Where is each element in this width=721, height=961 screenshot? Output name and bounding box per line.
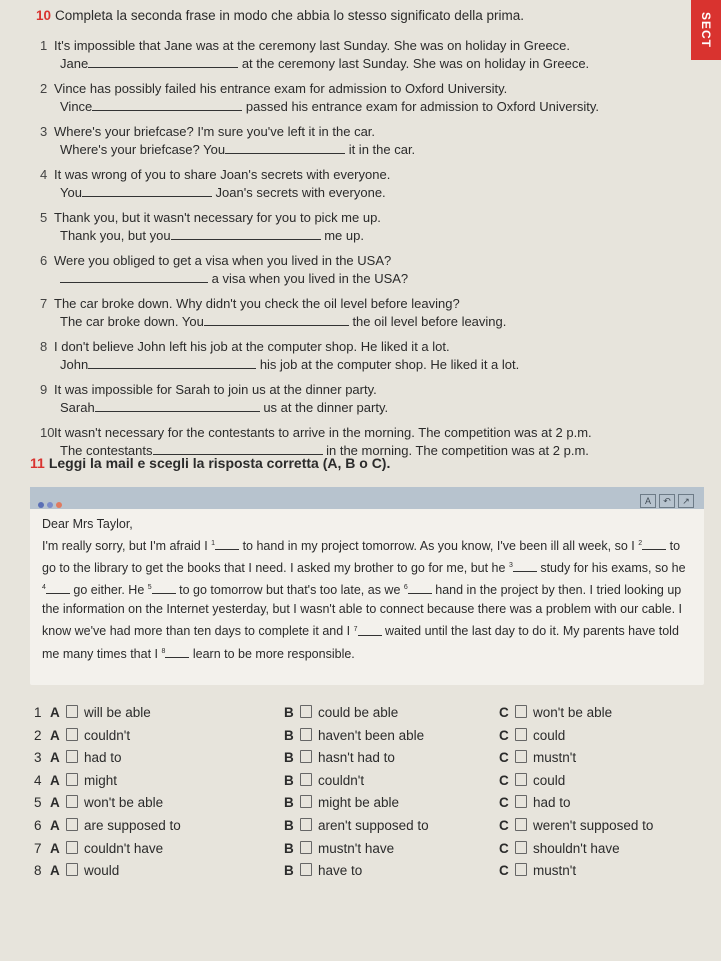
gap-number: 3 (508, 562, 513, 570)
option-row-1 (34, 705, 714, 727)
answer-blank[interactable] (204, 315, 349, 326)
option-letter: C (499, 795, 509, 811)
answer-blank[interactable] (95, 401, 260, 412)
option-7-c[interactable] (499, 841, 620, 856)
answer-line-4 (60, 185, 386, 201)
answer-suffix: his job at the computer shop. He liked it a lot. (256, 357, 520, 372)
option-1-c[interactable] (499, 705, 612, 720)
option-1-b[interactable] (284, 705, 398, 720)
option-text: shouldn't have (533, 840, 620, 856)
checkbox[interactable] (515, 818, 527, 831)
answer-suffix: in the morning. The competition was at 2 p.m. (322, 443, 589, 458)
question-5 (40, 210, 381, 226)
option-text: have to (318, 863, 363, 879)
option-letter: C (499, 772, 509, 788)
gap-blank[interactable] (642, 539, 666, 550)
question-number: 4 (40, 167, 48, 182)
checkbox[interactable] (515, 705, 527, 718)
email-body (30, 509, 704, 670)
checkbox[interactable] (300, 795, 312, 808)
question-10 (40, 425, 592, 441)
option-text: couldn't have (84, 840, 164, 856)
email-text (42, 534, 692, 664)
undo-icon[interactable]: ↶ (659, 494, 675, 508)
gap-5[interactable] (148, 583, 176, 597)
checkbox[interactable] (515, 750, 527, 763)
option-row-number: 2 (34, 727, 42, 743)
option-8-a[interactable] (50, 863, 119, 878)
option-letter: A (50, 727, 60, 743)
option-text: could (533, 772, 566, 788)
answer-blank[interactable] (171, 229, 321, 240)
option-row-8 (34, 863, 714, 885)
gap-7[interactable] (354, 625, 382, 639)
exercise-10-title (36, 8, 524, 23)
gap-8[interactable] (161, 647, 189, 661)
question-6 (40, 253, 391, 269)
option-letter: A (50, 818, 60, 833)
answer-line-3 (60, 142, 415, 158)
gap-blank[interactable] (358, 625, 382, 636)
gap-blank[interactable] (215, 539, 239, 550)
option-text: might be able (318, 795, 400, 811)
option-text: won't be able (533, 705, 613, 720)
gap-number: 2 (638, 540, 643, 547)
checkbox[interactable] (66, 863, 78, 876)
option-3-c[interactable] (499, 750, 576, 765)
answer-suffix: it in the car. (345, 142, 416, 157)
option-7-b[interactable] (284, 841, 394, 856)
option-letter: C (499, 818, 509, 833)
answer-line-9 (60, 400, 388, 416)
option-row-number: 8 (34, 863, 42, 879)
answer-suffix: us at the dinner party. (259, 400, 389, 415)
section-tab: SECT (691, 0, 721, 60)
answer-blank[interactable] (153, 444, 323, 455)
option-row-number: 5 (34, 795, 42, 811)
option-5-b[interactable] (284, 795, 399, 810)
email-segment: go either. He (73, 583, 148, 598)
checkbox[interactable] (66, 750, 78, 763)
option-text: could be able (318, 705, 399, 720)
option-row-number: 3 (34, 750, 42, 766)
font-icon[interactable]: A (640, 494, 656, 508)
option-row-3 (34, 750, 714, 772)
exercise-10-number: 10 (36, 8, 52, 23)
email-segment: I'm really sorry, but I'm afraid I (42, 539, 212, 554)
gap-2[interactable] (638, 539, 666, 553)
checkbox[interactable] (66, 818, 78, 831)
option-letter: B (284, 795, 294, 811)
option-6-c[interactable] (499, 818, 653, 833)
answer-suffix: the oil level before leaving. (348, 314, 507, 329)
question-text: Where's your briefcase? I'm sure you've left it in the car. (54, 124, 376, 139)
answer-prefix: Vince (60, 99, 93, 114)
question-number: 7 (40, 296, 48, 311)
option-row-number: 1 (34, 705, 42, 720)
option-letter: B (284, 840, 294, 856)
gap-number: 8 (161, 647, 166, 655)
answer-suffix: passed his entrance exam for admission to Oxford University. (242, 99, 599, 114)
answer-prefix: John (60, 357, 89, 372)
gap-number: 1 (211, 540, 216, 547)
option-6-b[interactable] (284, 818, 429, 833)
answer-prefix: Thank you, but you (60, 228, 171, 243)
checkbox[interactable] (300, 773, 312, 786)
exercise-11-instruction: Leggi la mail e scegli la risposta corretta (A, B o C). (48, 455, 391, 471)
option-letter: C (499, 727, 509, 743)
checkbox[interactable] (300, 750, 312, 763)
option-text: mustn't (533, 750, 577, 766)
answer-blank[interactable] (60, 272, 208, 283)
question-text: It was impossible for Sarah to join us at the dinner party. (54, 382, 377, 397)
option-text: won't be able (84, 795, 164, 811)
gap-number: 6 (403, 584, 408, 592)
checkbox[interactable] (300, 728, 312, 741)
question-1 (40, 38, 570, 54)
window-dot-2 (47, 502, 53, 508)
checkbox[interactable] (300, 841, 312, 854)
option-8-c[interactable] (499, 863, 576, 878)
question-number: 5 (40, 210, 48, 225)
option-row-7 (34, 841, 714, 863)
answer-line-2 (60, 99, 599, 115)
question-number: 2 (40, 81, 48, 96)
option-letter: C (499, 705, 509, 720)
answer-line-5 (60, 228, 364, 244)
answer-line-6 (60, 271, 408, 287)
window-dot-1 (38, 502, 44, 508)
answer-blank[interactable] (82, 186, 212, 197)
gap-4[interactable] (42, 583, 70, 597)
gap-blank[interactable] (408, 583, 432, 594)
question-text: It was wrong of you to share Joan's secrets with everyone. (54, 167, 391, 182)
option-text: had to (533, 795, 571, 811)
gap-number: 7 (353, 625, 358, 633)
email-segment: to hand in my project tomorrow. As you know, I've been ill all week, so I (242, 539, 639, 554)
option-4-c[interactable] (499, 773, 565, 788)
option-2-b[interactable] (284, 728, 424, 743)
option-row-number: 4 (34, 772, 42, 788)
checkbox[interactable] (300, 818, 312, 831)
option-letter: A (50, 840, 60, 856)
question-number: 1 (40, 38, 48, 53)
option-letter: C (499, 840, 509, 856)
option-2-c[interactable] (499, 728, 565, 743)
exercise-11-number: 11 (30, 455, 45, 471)
answer-blank[interactable] (88, 358, 256, 369)
option-4-b[interactable] (284, 773, 364, 788)
option-text: had to (84, 750, 122, 766)
email-greeting: Dear Mrs Taylor, (42, 517, 133, 531)
option-text: hasn't had to (318, 750, 395, 766)
email-window (30, 487, 704, 685)
gap-6[interactable] (404, 583, 432, 597)
question-text: It's impossible that Jane was at the ceremony last Sunday. She was on holiday in Greece. (54, 38, 571, 53)
email-segment: hand in the project by then. I tried looking up the information on the Internet yesterday, but I wasn't able to connect because there was a problem with our cable. I know we've had more than ten days to complete it and I (42, 583, 683, 639)
option-row-number: 7 (34, 840, 42, 856)
answer-prefix: Where's your briefcase? You (60, 142, 226, 157)
option-row-5 (34, 795, 714, 817)
option-letter: C (499, 750, 509, 766)
option-text: couldn't (84, 727, 131, 743)
question-number: 8 (40, 339, 48, 354)
checkbox[interactable] (66, 841, 78, 854)
email-segment: study for his exams, so he (540, 561, 686, 576)
option-text: aren't supposed to (318, 818, 429, 833)
option-letter: B (284, 863, 294, 879)
option-5-a[interactable] (50, 795, 163, 810)
gap-blank[interactable] (165, 647, 189, 658)
answer-blank[interactable] (225, 143, 345, 154)
gap-3[interactable] (509, 561, 537, 575)
option-letter: B (284, 772, 294, 788)
gap-number: 5 (147, 584, 152, 592)
email-segment: to go tomorrow but that's too late, as we (179, 583, 404, 598)
email-segment: waited until the last day to do it. My parents have told me many times that I (42, 624, 679, 661)
question-text: Were you obliged to get a visa when you lived in the USA? (54, 253, 392, 268)
answer-suffix: a visa when you lived in the USA? (208, 271, 409, 286)
question-4 (40, 167, 390, 183)
question-text: It wasn't necessary for the contestants to arrive in the morning. The competition was at 2 p.m. (54, 425, 592, 440)
checkbox[interactable] (515, 773, 527, 786)
option-text: are supposed to (84, 818, 181, 833)
option-text: couldn't (318, 772, 365, 788)
option-3-a[interactable] (50, 750, 122, 765)
question-number: 10 (40, 425, 55, 440)
option-text: might (84, 772, 118, 788)
option-text: will be able (84, 705, 151, 720)
email-toolbar (30, 487, 704, 509)
option-5-c[interactable] (499, 795, 571, 810)
option-letter: A (50, 750, 60, 766)
question-number: 9 (40, 382, 48, 397)
checkbox[interactable] (300, 863, 312, 876)
option-text: mustn't have (318, 840, 395, 856)
answer-blank[interactable] (88, 57, 238, 68)
option-letter: A (50, 772, 60, 788)
checkbox[interactable] (515, 841, 527, 854)
option-text: haven't been able (318, 727, 425, 743)
option-row-4 (34, 773, 714, 795)
option-3-b[interactable] (284, 750, 395, 765)
gap-1[interactable] (211, 539, 239, 553)
option-row-6 (34, 818, 714, 840)
question-text: I don't believe John left his job at the computer shop. He liked it a lot. (54, 339, 450, 354)
exercise-11-title (30, 455, 390, 471)
checkbox[interactable] (66, 728, 78, 741)
answer-blank[interactable] (92, 100, 242, 111)
answer-prefix: Jane (60, 56, 89, 71)
gap-blank[interactable] (152, 583, 176, 594)
option-text: weren't supposed to (533, 818, 654, 833)
email-tools (637, 491, 694, 509)
gap-number: 4 (42, 584, 46, 592)
option-row-number: 6 (34, 818, 42, 833)
redo-icon[interactable]: ↗ (678, 494, 694, 508)
checkbox[interactable] (300, 705, 312, 718)
option-1-a[interactable] (50, 705, 151, 720)
checkbox[interactable] (515, 728, 527, 741)
option-text: could (533, 727, 566, 743)
option-letter: B (284, 727, 294, 743)
option-text: mustn't (533, 863, 577, 879)
option-letter: A (50, 795, 60, 811)
answer-line-7 (60, 314, 506, 330)
answer-suffix: me up. (320, 228, 364, 243)
option-8-b[interactable] (284, 863, 362, 878)
answer-prefix: Sarah (60, 400, 95, 415)
option-text: would (84, 863, 120, 879)
answer-prefix: The car broke down. You (60, 314, 204, 329)
exercise-10-instruction: Completa la seconda frase in modo che abbia lo stesso significato della prima. (55, 8, 525, 23)
question-9 (40, 382, 377, 398)
option-letter: A (50, 705, 60, 720)
gap-blank[interactable] (46, 583, 70, 594)
question-2 (40, 81, 507, 97)
answer-suffix: Joan's secrets with everyone. (211, 185, 386, 200)
answer-prefix: You (60, 185, 82, 200)
checkbox[interactable] (515, 863, 527, 876)
checkbox[interactable] (515, 795, 527, 808)
gap-blank[interactable] (513, 561, 537, 572)
option-letter: B (284, 750, 294, 766)
question-8 (40, 339, 450, 355)
email-segment: learn to be more responsible. (192, 646, 355, 661)
answer-prefix: The contestants (60, 443, 153, 458)
checkbox[interactable] (66, 773, 78, 786)
question-number: 3 (40, 124, 48, 139)
option-row-2 (34, 728, 714, 750)
email-segment: to go to the library to get the books that I need. I asked my brother to go for me, but he (42, 539, 681, 576)
question-3 (40, 124, 375, 140)
question-text: Vince has possibly failed his entrance exam for admission to Oxford University. (54, 81, 508, 96)
question-7 (40, 296, 460, 312)
option-letter: B (284, 705, 294, 720)
question-text: Thank you, but it wasn't necessary for you to pick me up. (54, 210, 381, 225)
question-number: 6 (40, 253, 48, 268)
answer-suffix: at the ceremony last Sunday. She was on holiday in Greece. (238, 56, 590, 71)
option-letter: B (284, 818, 294, 833)
option-letter: A (50, 863, 60, 879)
window-dot-3 (56, 502, 62, 508)
answer-line-1 (60, 56, 589, 72)
checkbox[interactable] (66, 795, 78, 808)
option-letter: C (499, 863, 509, 879)
option-4-a[interactable] (50, 773, 117, 788)
option-2-a[interactable] (50, 728, 130, 743)
checkbox[interactable] (66, 705, 78, 718)
question-text: The car broke down. Why didn't you check the oil level before leaving? (54, 296, 460, 311)
window-dots (38, 495, 65, 513)
option-7-a[interactable] (50, 841, 163, 856)
answer-line-8 (60, 357, 519, 373)
option-6-a[interactable] (50, 818, 181, 833)
